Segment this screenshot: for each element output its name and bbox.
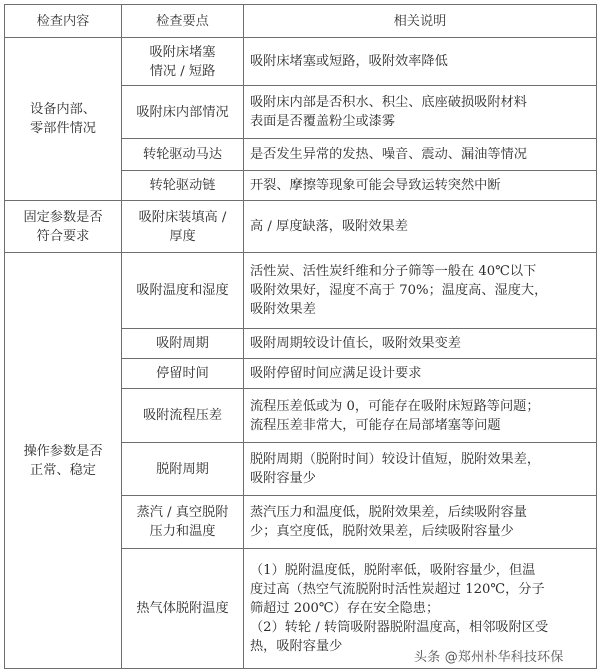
inspection-table <box>4 4 597 669</box>
category-cell <box>5 201 122 253</box>
category-text: 零部件情况 <box>30 121 96 136</box>
check-point-text: 情况 / 短路 <box>149 63 216 79</box>
category-cell <box>5 38 122 201</box>
check-point-cell <box>122 443 244 496</box>
check-point-text: 转轮驱动链 <box>149 178 216 193</box>
check-point-cell <box>122 496 244 549</box>
check-point-text: 热气体脱附温度 <box>136 601 229 616</box>
category-text: 操作参数是否 <box>23 443 103 459</box>
description-text: 吸附床内部是否积水、积尘、底座破损吸附材料 <box>250 95 527 110</box>
check-point-text: 厚度 <box>169 228 196 244</box>
check-point-text: 吸附温度和湿度 <box>136 283 229 298</box>
description-cell <box>244 496 597 549</box>
category-text: 固定参数是否 <box>23 209 103 225</box>
check-point-text: 转轮驱动马达 <box>142 147 223 162</box>
category-text: 设备内部、 <box>30 102 96 117</box>
description-cell <box>244 443 597 496</box>
category-text: 符合要求 <box>36 228 90 244</box>
description-text: 高 / 厚度缺落，吸附效果差 <box>250 219 408 234</box>
check-point-cell <box>122 171 244 201</box>
check-point-cell <box>122 549 244 669</box>
check-point-cell <box>122 201 244 253</box>
description-text: （2）转轮 / 转筒吸附器脱附温度高，相邻吸附区受 <box>250 620 549 635</box>
check-point-text: 吸附床装填高 / <box>138 209 227 225</box>
description-cell <box>244 389 597 443</box>
description-text: 少；真空度低，脱附效果差，后续吸附容量少 <box>250 524 514 539</box>
check-point-cell <box>122 389 244 443</box>
description-cell <box>244 359 597 389</box>
header-row <box>5 5 597 38</box>
check-point-cell <box>122 38 244 86</box>
description-text: 活性炭、活性炭纤维和分子筛等一般在 40℃以下 <box>250 264 537 279</box>
description-text: 吸附容量少 <box>250 471 316 486</box>
description-cell <box>244 38 597 86</box>
description-text: （1）脱附温度低，脱附率低，吸附容量少，但温 <box>250 563 536 578</box>
check-point-cell <box>122 359 244 389</box>
check-point-text: 脱附周期 <box>156 461 209 477</box>
description-text: 开裂、摩擦等现象可能会导致运转突然中断 <box>250 178 501 193</box>
check-point-text: 停留时间 <box>156 366 209 381</box>
check-point-cell <box>122 329 244 359</box>
description-text: 吸附停留时间应满足设计要求 <box>250 366 422 381</box>
check-point-cell <box>122 139 244 171</box>
table-row <box>5 201 597 253</box>
table-row <box>5 253 597 329</box>
description-text: 吸附周期较设计值长，吸附效果变差 <box>250 336 461 351</box>
check-point-cell <box>122 86 244 139</box>
header-category: 检查内容 <box>5 5 122 38</box>
description-text: 蒸汽压力和温度低，脱附效果差，后续吸附容量 <box>250 505 527 520</box>
check-point-text: 压力和温度 <box>149 524 216 539</box>
check-point-text: 吸附流程压差 <box>142 408 223 423</box>
description-text: 度过高（热空气流脱附时活性炭超过 120℃，分子 <box>250 582 545 597</box>
description-text: 脱附周期（脱附时间）较设计值短，脱附效果差， <box>250 452 541 467</box>
check-point-text: 吸附周期 <box>156 336 209 351</box>
table-body <box>5 38 597 669</box>
description-text: 流程压差低或为 0，可能存在吸附床短路等问题； <box>250 398 540 414</box>
description-cell <box>244 201 597 253</box>
check-point-text: 吸附床内部情况 <box>136 104 229 120</box>
description-cell <box>244 86 597 139</box>
description-text: 表面是否覆盖粉尘或漆雾 <box>250 114 396 129</box>
description-cell <box>244 253 597 329</box>
description-cell <box>244 171 597 201</box>
description-text: 吸附效果差 <box>250 302 316 317</box>
description-text: 筛超过 200℃）存在安全隐患； <box>250 601 440 616</box>
category-text: 正常、稳定 <box>30 462 96 478</box>
category-cell <box>5 253 122 669</box>
description-text: 是否发生异常的发热、噪音、震动、漏油等情况 <box>250 147 527 162</box>
description-cell <box>244 329 597 359</box>
description-text: 热，吸附容量少 <box>250 639 343 654</box>
header-description: 相关说明 <box>244 5 597 38</box>
description-text: 吸附床堵塞或短路，吸附效率降低 <box>250 54 448 69</box>
description-text: 流程压差非常大，可能存在局部堵塞等问题 <box>250 417 501 433</box>
description-cell <box>244 139 597 171</box>
check-point-text: 蒸汽 / 真空脱附 <box>136 505 229 520</box>
check-point-cell <box>122 253 244 329</box>
watermark: 头条 @郑州朴华科技环保 <box>414 650 564 665</box>
check-point-text: 吸附床堵塞 <box>149 44 216 60</box>
header-point: 检查要点 <box>122 5 244 38</box>
description-text: 吸附效果好，湿度不高于 70%；温度高、湿度大， <box>250 283 548 298</box>
table-row <box>5 38 597 86</box>
